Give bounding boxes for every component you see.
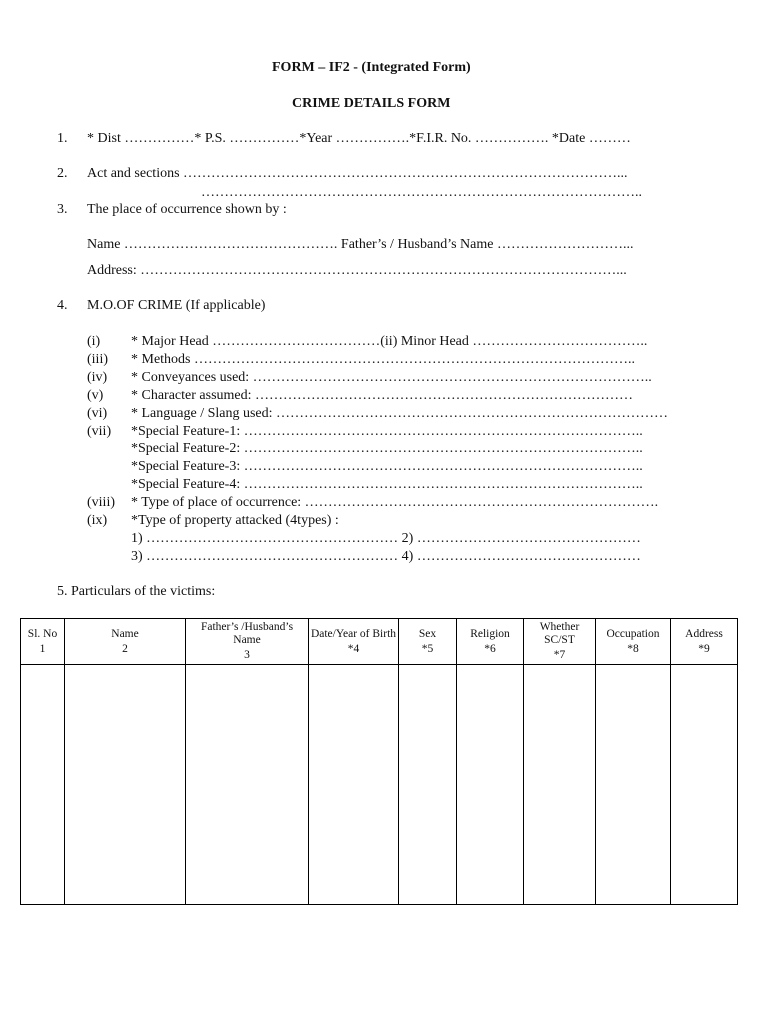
mo-row-text: * Conveyances used: ………………………………………………………………………….. — [131, 370, 652, 385]
item-1-number: 1. — [57, 131, 68, 146]
col-header-name: Name 2 — [65, 619, 186, 665]
victims-heading: 5. Particulars of the victims: — [57, 584, 216, 599]
mo-row-number: (i) — [87, 334, 101, 349]
victims-table — [20, 618, 738, 905]
col-header-sc-st: Whether SC/ST *7 — [524, 619, 596, 665]
mo-row-number: (v) — [87, 388, 104, 403]
item-3-heading: The place of occurrence shown by : — [87, 202, 287, 217]
table-row — [21, 665, 738, 905]
mo-row-number: (vi) — [87, 406, 108, 421]
item-3-number: 3. — [57, 202, 68, 217]
table-cell[interactable] — [186, 665, 309, 905]
mo-row-text: *Special Feature-2: ………………………………………………………………………….. — [131, 441, 643, 456]
item-2-fields: Act and sections …………………………………………………………………………………... — [87, 166, 628, 181]
table-cell[interactable] — [309, 665, 399, 905]
mo-row-text: * Type of place of occurrence: …………………………………………………………………. — [131, 495, 659, 510]
mo-row-text: 3) ……………………………………………… 4) ………………………………………… — [131, 549, 641, 564]
col-header-occupation: Occupation *8 — [596, 619, 671, 665]
mo-row-text: *Special Feature-3: ………………………………………………………………………….. — [131, 459, 643, 474]
table-cell[interactable] — [524, 665, 596, 905]
table-cell[interactable] — [399, 665, 457, 905]
table-cell[interactable] — [671, 665, 738, 905]
mo-row-text: * Major Head ………………………………(ii) Minor Head ……………………………….. — [131, 334, 648, 349]
mo-row-number: (iv) — [87, 370, 108, 385]
form-title: FORM – IF2 - (Integrated Form) — [272, 60, 471, 75]
col-header-sex: Sex *5 — [399, 619, 457, 665]
item-4-number: 4. — [57, 298, 68, 313]
table-cell[interactable] — [21, 665, 65, 905]
mo-row-text: *Special Feature-1: ………………………………………………………………………….. — [131, 424, 643, 439]
table-header-row — [21, 619, 738, 665]
mo-row-number: (iii) — [87, 352, 108, 367]
col-header-sl-no: Sl. No 1 — [21, 619, 65, 665]
mo-row-text: * Methods ………………………………………………………………………………….. — [131, 352, 635, 367]
mo-row-number: (ix) — [87, 513, 108, 528]
mo-row-text: *Special Feature-4: ………………………………………………………………………….. — [131, 477, 643, 492]
item-3-name-line: Name ………………………………………. Father’s / Husband’s Name ………………………... — [87, 237, 634, 252]
mo-row-text: * Character assumed: ……………………………………………………………………… — [131, 388, 634, 403]
table-cell[interactable] — [65, 665, 186, 905]
form-subtitle: CRIME DETAILS FORM — [292, 96, 451, 111]
col-header-father-husband-name: Father’s /Husband’s Name 3 — [186, 619, 309, 665]
item-1-fields: * Dist ……………* P.S. ……………*Year …………….*F.I.R. No. ……………. *Date ……… — [87, 131, 631, 146]
mo-row-text: 1) ……………………………………………… 2) ………………………………………… — [131, 531, 641, 546]
item-4-heading: M.O.OF CRIME (If applicable) — [87, 298, 266, 313]
col-header-date-of-birth: Date/Year of Birth *4 — [309, 619, 399, 665]
item-2-continuation: ………………………………………………………………………………….. — [201, 185, 642, 200]
mo-row-number: (vii) — [87, 424, 112, 439]
mo-row-text: * Language / Slang used: ………………………………………………………………………… — [131, 406, 669, 421]
item-2-number: 2. — [57, 166, 68, 181]
mo-row-text: *Type of property attacked (4types) : — [131, 513, 339, 528]
item-3-address-line: Address: …………………………………………………………………………………………... — [87, 263, 627, 278]
table-cell[interactable] — [457, 665, 524, 905]
table-cell[interactable] — [596, 665, 671, 905]
col-header-religion: Religion *6 — [457, 619, 524, 665]
col-header-address: Address *9 — [671, 619, 738, 665]
mo-row-number: (viii) — [87, 495, 115, 510]
